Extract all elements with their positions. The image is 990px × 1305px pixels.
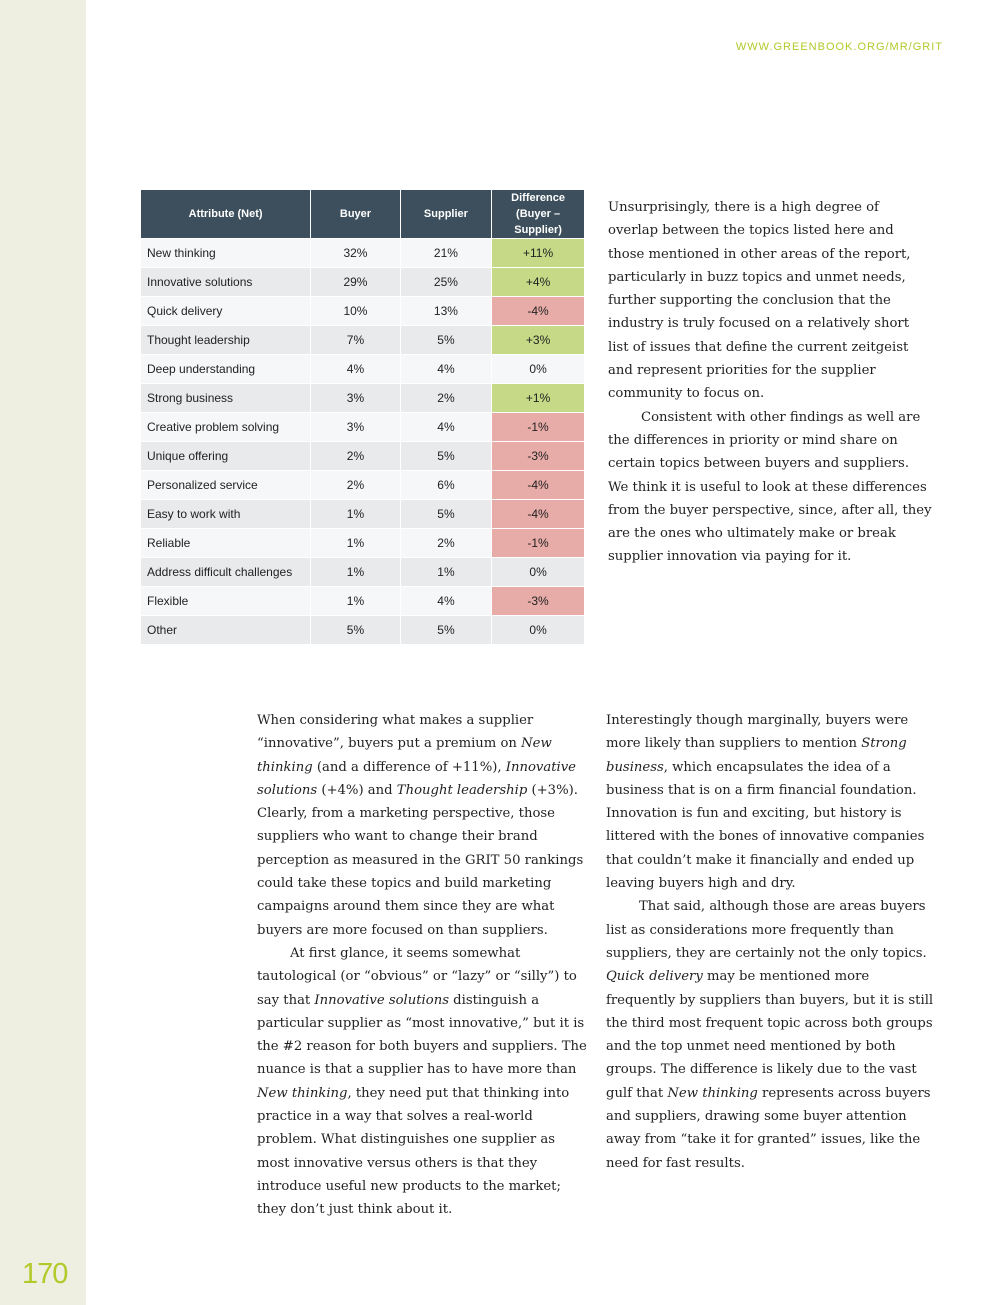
- table-row: [141, 499, 584, 528]
- buyer-cell: 29%: [311, 267, 401, 296]
- difference-cell: -1%: [492, 412, 584, 441]
- attribute-cell: Reliable: [141, 528, 311, 557]
- attribute-cell: Easy to work with: [141, 499, 311, 528]
- buyer-cell: 5%: [311, 615, 401, 644]
- supplier-cell: 4%: [401, 354, 492, 383]
- difference-cell: 0%: [492, 615, 584, 644]
- table-body: [141, 238, 584, 644]
- supplier-cell: 5%: [401, 441, 492, 470]
- paragraph: Consistent with other findings as well are the differences in priority or mind share on certain topics between buyers and suppliers. We think it is useful to look at these differences from the buyer perspective, since, after all, they are the ones who ultimately make or break supplier innovation via paying for it.: [608, 409, 932, 565]
- attribute-cell: Innovative solutions: [141, 267, 311, 296]
- supplier-cell: 2%: [401, 383, 492, 412]
- table-row: [141, 412, 584, 441]
- attribute-cell: Deep understanding: [141, 354, 311, 383]
- header-supplier: Supplier: [401, 190, 492, 238]
- difference-cell: -4%: [492, 499, 584, 528]
- table-row: [141, 615, 584, 644]
- header-attribute: Attribute (Net): [141, 190, 311, 238]
- attribute-cell: Personalized service: [141, 470, 311, 499]
- difference-cell: 0%: [492, 557, 584, 586]
- buyer-cell: 7%: [311, 325, 401, 354]
- table-row: [141, 238, 584, 267]
- difference-cell: -3%: [492, 586, 584, 615]
- table-row: [141, 470, 584, 499]
- paragraph: At first glance, it seems somewhat tautological (or “obvious” or “lazy” or “silly”) to say that Innovative solutions distinguish a particular supplier as “most innovative,” but it is the #2 reason for both buyers and suppliers. The nuance is that a supplier has to have more than New thinking, they need put that thinking into practice in a way that solves a real-world problem. What distinguishes one supplier as most innovative versus others is that they introduce useful new products to the market; they don’t just think about it.: [257, 945, 587, 1218]
- supplier-cell: 4%: [401, 586, 492, 615]
- buyer-cell: 3%: [311, 383, 401, 412]
- paragraph: Interestingly though marginally, buyers were more likely than suppliers to mention Strong business, which encapsulates the idea of a business that is on a firm financial foundation. Innovation is fun and exciting, but history is littered with the bones of innovative companies that couldn’t make it financially and ended up leaving buyers high and dry.: [606, 713, 925, 892]
- table-row: [141, 296, 584, 325]
- attribute-cell: Other: [141, 615, 311, 644]
- supplier-cell: 21%: [401, 238, 492, 267]
- supplier-cell: 13%: [401, 296, 492, 325]
- header-url[interactable]: WWW.GREENBOOK.ORG/MR/GRIT: [735, 41, 943, 53]
- buyer-cell: 1%: [311, 499, 401, 528]
- buyer-cell: 10%: [311, 296, 401, 325]
- table-row: [141, 557, 584, 586]
- difference-cell: +3%: [492, 325, 584, 354]
- table-header-row: [141, 190, 584, 238]
- buyer-cell: 3%: [311, 412, 401, 441]
- attribute-cell: Creative problem solving: [141, 412, 311, 441]
- header-difference: Difference (Buyer – Supplier): [492, 190, 584, 238]
- difference-cell: -3%: [492, 441, 584, 470]
- attribute-cell: Strong business: [141, 383, 311, 412]
- attribute-cell: New thinking: [141, 238, 311, 267]
- text-column-top-right: [608, 196, 933, 569]
- table-row: [141, 441, 584, 470]
- paragraph: When considering what makes a supplier “innovative”, buyers put a premium on New thinking (and a difference of +11%), Innovative solutions (+4%) and Thought leadership (+3%). Clearly, from a marketing perspective, those suppliers who want to change their brand perception as measured in the GRIT 50 rankings could take these topics and build marketing campaigns around them since they are what buyers are more focused on than suppliers.: [257, 713, 584, 938]
- buyer-cell: 4%: [311, 354, 401, 383]
- supplier-cell: 2%: [401, 528, 492, 557]
- buyer-cell: 1%: [311, 586, 401, 615]
- table-row: [141, 354, 584, 383]
- difference-cell: -4%: [492, 470, 584, 499]
- table-row: [141, 267, 584, 296]
- table-row: [141, 586, 584, 615]
- page-number: 170: [22, 1258, 68, 1290]
- attribute-cell: Address difficult challenges: [141, 557, 311, 586]
- difference-cell: -1%: [492, 528, 584, 557]
- buyer-cell: 1%: [311, 557, 401, 586]
- difference-cell: +4%: [492, 267, 584, 296]
- attribute-cell: Thought leadership: [141, 325, 311, 354]
- supplier-cell: 5%: [401, 499, 492, 528]
- buyer-cell: 1%: [311, 528, 401, 557]
- supplier-cell: 6%: [401, 470, 492, 499]
- table-row: [141, 528, 584, 557]
- difference-cell: +11%: [492, 238, 584, 267]
- attribute-cell: Flexible: [141, 586, 311, 615]
- supplier-cell: 5%: [401, 325, 492, 354]
- paragraph: That said, although those are areas buyers list as considerations more frequently than suppliers, they are certainly not the only topics. Quick delivery may be mentioned more frequently by suppliers than buyers, but it is still the third most frequent topic across both groups and the top unmet need mentioned by both groups. The difference is likely due to the vast gulf that New thinking represents across buyers and suppliers, drawing some buyer attention away from “take it for granted” issues, like the need for fast results.: [606, 899, 934, 1171]
- supplier-cell: 1%: [401, 557, 492, 586]
- supplier-cell: 5%: [401, 615, 492, 644]
- table-row: [141, 383, 584, 412]
- supplier-cell: 4%: [401, 412, 492, 441]
- text-column-bottom-left: [257, 709, 589, 1222]
- paragraph: Unsurprisingly, there is a high degree of overlap between the topics listed here and those mentioned in other areas of the report, particularly in buzz topics and unmet needs, further supporting the conclusion that the industry is truly focused on a relatively short list of issues that define the current zeitgeist and represent priorities for the supplier community to focus on.: [608, 200, 911, 402]
- supplier-cell: 25%: [401, 267, 492, 296]
- buyer-cell: 32%: [311, 238, 401, 267]
- attribute-table: [141, 190, 584, 644]
- table-row: [141, 325, 584, 354]
- header-buyer: Buyer: [311, 190, 401, 238]
- side-margin-bar: [0, 0, 86, 1305]
- attribute-cell: Unique offering: [141, 441, 311, 470]
- buyer-cell: 2%: [311, 441, 401, 470]
- difference-cell: -4%: [492, 296, 584, 325]
- text-column-bottom-right: [606, 709, 936, 1175]
- difference-cell: 0%: [492, 354, 584, 383]
- attribute-cell: Quick delivery: [141, 296, 311, 325]
- buyer-cell: 2%: [311, 470, 401, 499]
- difference-cell: +1%: [492, 383, 584, 412]
